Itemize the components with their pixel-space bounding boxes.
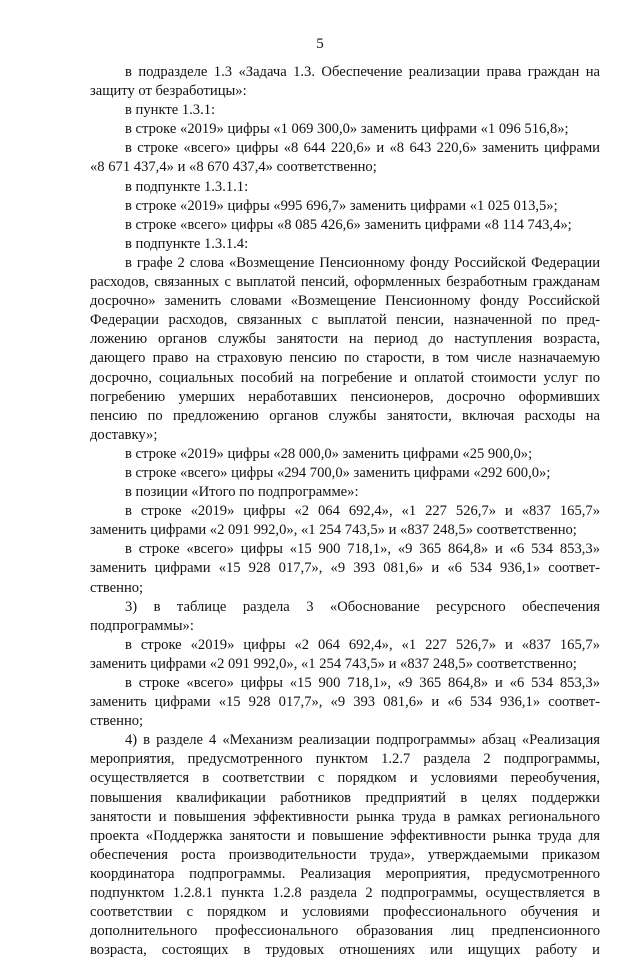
text-line: мероприятия, предусмотренного пунктом 1.2.7 раздела 2 подпрограммы, <box>90 751 600 768</box>
text-line: проекта «Поддержка занятости и повышение эффективности рынка труда для <box>90 827 600 844</box>
text-line: досрочно» заменить словами «Возмещение Пенсионному фонду Российской <box>90 293 600 310</box>
text-line: занятости и повышения эффективности рынка труда в рамках регионального <box>90 808 600 825</box>
text-line: доставку»; <box>90 426 158 443</box>
text-line: в строке «всего» цифры «15 900 718,1», «9 365 864,8» и «6 534 853,3» <box>125 541 600 558</box>
text-line: досрочно, социальных пособий на погребение и оплатой стоимости услуг по <box>90 369 600 386</box>
document-body <box>90 63 600 960</box>
text-line: «8 671 437,4» и «8 670 437,4» соответственно; <box>90 159 377 176</box>
text-line: осуществляется в соответствии с порядком и условиями переобучения, <box>90 770 600 787</box>
text-line: в строке «2019» цифры «1 069 300,0» заменить цифрами «1 096 516,8»; <box>125 121 569 138</box>
text-line: в подразделе 1.3 «Задача 1.3. Обеспечение реализации права граждан на <box>125 64 600 80</box>
text-line: подпрограммы»: <box>90 617 194 634</box>
text-line: в графе 2 слова «Возмещение Пенсионному фонду Российской Федерации <box>125 254 600 271</box>
text-line: дающего право на страховую пенсию по старости, в том числе назначаемую <box>90 350 600 367</box>
text-line: пенсию по предложению органов службы занятости, включая расходы на <box>90 407 600 424</box>
page-number: 5 <box>316 36 324 52</box>
text-line: координатора подпрограммы. Реализация мероприятия, предусмотренного <box>90 865 600 882</box>
text-line: в строке «всего» цифры «15 900 718,1», «9 365 864,8» и «6 534 853,3» <box>125 675 600 691</box>
text-line: 4) в разделе 4 «Механизм реализации подпрограммы» абзац «Реализация <box>125 732 600 749</box>
text-line: в строке «всего» цифры «8 644 220,6» и «8 643 220,6» заменить цифрами <box>125 140 600 157</box>
text-line: 3) в таблице раздела 3 «Обоснование ресурсного обеспечения <box>125 598 600 615</box>
text-line: в строке «всего» цифры «8 085 426,6» заменить цифрами «8 114 743,4»; <box>125 216 572 233</box>
text-line: заменить цифрами «15 928 017,7», «9 393 081,6» и «6 534 936,1» соответ- <box>90 560 600 577</box>
text-line: в строке «всего» цифры «294 700,0» заменить цифрами «292 600,0»; <box>125 464 551 481</box>
text-line: в позиции «Итого по подпрограмме»: <box>125 484 359 501</box>
text-line: в пункте 1.3.1: <box>125 102 216 119</box>
text-line: заменить цифрами «2 091 992,0», «1 254 743,5» и «837 248,5» соответственно; <box>90 522 577 539</box>
text-line: защиту от безработицы»: <box>90 83 247 100</box>
text-line: Федерации расходов, связанных с выплатой пенсии, назначенной по пред- <box>90 312 600 329</box>
text-line: заменить цифрами «2 091 992,0», «1 254 743,5» и «837 248,5» соответственно; <box>90 655 577 672</box>
text-line: подпунктом 1.2.8.1 пункта 1.2.8 раздела 2 подпрограммы, осуществляется в <box>90 885 600 902</box>
text-line: в подпункте 1.3.1.1: <box>125 178 249 195</box>
text-line: в строке «2019» цифры «2 064 692,4», «1 227 526,7» и «837 165,7» <box>125 503 600 520</box>
text-line: в строке «2019» цифры «995 696,7» заменить цифрами «1 025 013,5»; <box>125 197 558 214</box>
text-line: ственно; <box>90 579 144 596</box>
text-line: в подпункте 1.3.1.4: <box>125 235 249 252</box>
text-line: ственно; <box>90 713 144 730</box>
text-line: возраста, состоящих в трудовых отношениях или ищущих работу и <box>90 942 600 959</box>
text-line: погребению умерших неработавших пенсионеров, досрочно оформивших <box>90 388 600 405</box>
text-line: ложению органов службы занятости на период до наступления возраста, <box>90 331 600 348</box>
text-line: дополнительного профессионального образования лиц предпенсионного <box>90 923 600 940</box>
text-line: соответствии с порядком и условиями профессионального обучения и <box>90 904 600 921</box>
text-line: обеспечения роста производительности труда», утверждаемыми приказом <box>90 846 600 863</box>
text-line: расходов, связанных с выплатой пенсий, оформленных безработным гражданам <box>90 274 600 291</box>
text-line: повышения квалификации работников предприятий в целях поддержки <box>90 789 600 806</box>
text-line: в строке «2019» цифры «28 000,0» заменить цифрами «25 900,0»; <box>125 445 533 462</box>
text-line: заменить цифрами «15 928 017,7», «9 393 081,6» и «6 534 936,1» соответ- <box>90 694 600 711</box>
text-line: в строке «2019» цифры «2 064 692,4», «1 227 526,7» и «837 165,7» <box>125 636 600 653</box>
